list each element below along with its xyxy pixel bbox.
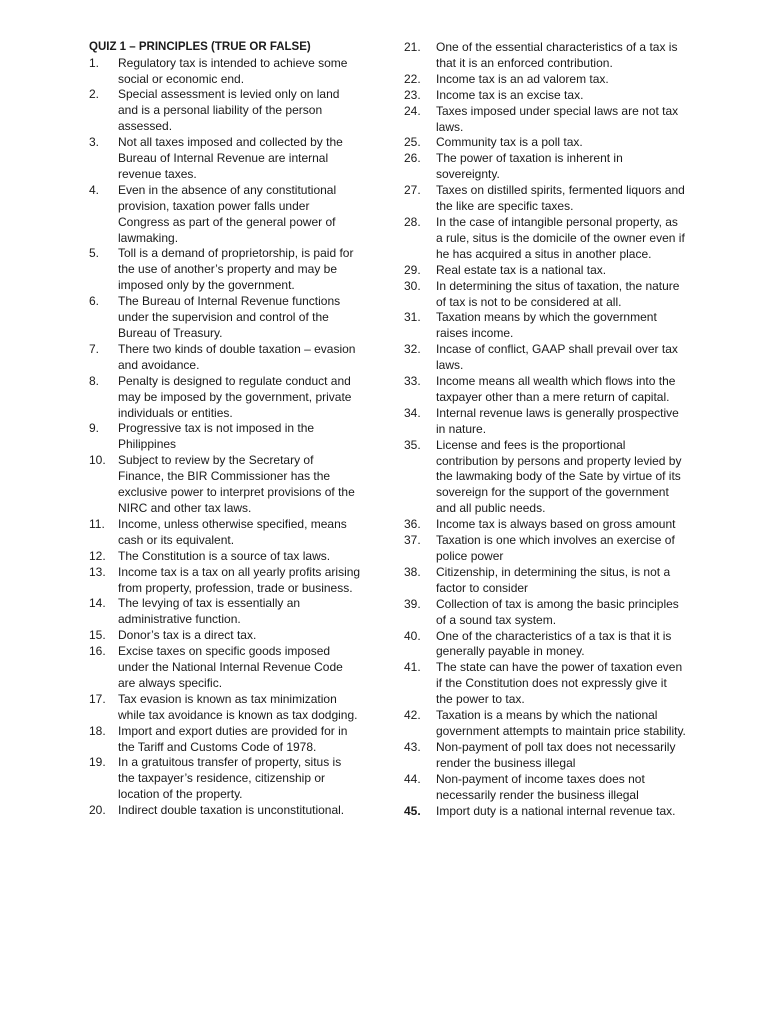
question-text: License and fees is the proportional contribution by persons and property levied by the lawmaking body of the Sate by virtue of its sovereign for the support of the government and all public needs. (436, 437, 682, 516)
question-number: 3. (89, 135, 100, 150)
question-number: 34. (404, 405, 421, 420)
question-text: Citizenship, in determining the situs, is not a factor to consider (436, 564, 671, 595)
question-number: 29. (404, 262, 421, 277)
question-number: 11. (89, 516, 105, 531)
question-item (404, 215, 686, 263)
question-number: 7. (89, 341, 100, 356)
question-number: 16. (89, 644, 106, 659)
question-number: 26. (404, 151, 421, 166)
question-item (404, 517, 686, 533)
question-number: 13. (89, 564, 106, 579)
question-number: 35. (404, 437, 421, 452)
question-text: Import duty is a national internal revenue tax. (436, 803, 676, 818)
question-item (89, 135, 361, 183)
question-number: 27. (404, 183, 421, 198)
question-item (89, 565, 361, 597)
left-question-list (89, 56, 361, 820)
question-number: 5. (89, 246, 100, 261)
question-item (89, 692, 361, 724)
question-text: Donor’s tax is a direct tax. (118, 628, 257, 643)
question-number: 14. (89, 596, 106, 611)
question-text: Income tax is always based on gross amount (436, 517, 676, 532)
question-item (89, 246, 361, 294)
question-text: Non-payment of income taxes does not necessarily render the business illegal (436, 771, 645, 802)
question-text: Collection of tax is among the basic principles of a sound tax system. (436, 596, 679, 627)
question-item (404, 565, 686, 597)
question-text: Special assessment is levied only on land and is a personal liability of the person assessed. (118, 87, 340, 134)
question-number: 20. (89, 803, 106, 818)
question-text: Community tax is a poll tax. (436, 135, 583, 150)
right-question-list (404, 40, 686, 819)
question-number: 40. (404, 628, 421, 643)
question-item (404, 135, 686, 151)
question-text: In determining the situs of taxation, the nature of tax is not to be considered at all. (436, 278, 680, 309)
question-number: 6. (89, 294, 100, 309)
question-text: The levying of tax is essentially an administrative function. (118, 596, 301, 627)
question-text: Taxes on distilled spirits, fermented liquors and the like are specific taxes. (436, 183, 685, 214)
right-column (404, 40, 686, 819)
question-text: The power of taxation is inherent in sovereignty. (436, 151, 623, 182)
question-number: 32. (404, 342, 421, 357)
question-item (89, 549, 361, 565)
question-item (89, 724, 361, 756)
left-column (89, 40, 361, 819)
question-text: Progressive tax is not imposed in the Philippines (118, 421, 315, 452)
question-item (404, 183, 686, 215)
question-item (89, 342, 361, 374)
question-item (89, 294, 361, 342)
question-text: Non-payment of poll tax does not necessarily render the business illegal (436, 739, 676, 770)
question-text: Income, unless otherwise specified, means cash or its equivalent. (118, 516, 347, 547)
question-text: In the case of intangible personal property, as a rule, situs is the domicile of the owner even if he has acquired a situs in another place. (436, 214, 685, 261)
question-number: 25. (404, 135, 421, 150)
question-number: 23. (404, 87, 421, 102)
question-item (89, 453, 361, 517)
question-number: 18. (89, 723, 106, 738)
question-item (404, 279, 686, 311)
question-number: 44. (404, 771, 421, 786)
question-number: 36. (404, 517, 421, 532)
question-item (404, 533, 686, 565)
question-item (404, 804, 686, 820)
question-item (89, 596, 361, 628)
question-text: Incase of conflict, GAAP shall prevail over tax laws. (436, 342, 678, 373)
quiz-title: QUIZ 1 – PRINCIPLES (TRUE OR FALSE) (89, 41, 311, 53)
question-number: 31. (404, 310, 421, 325)
question-item (404, 597, 686, 629)
question-item (404, 263, 686, 279)
question-item (404, 88, 686, 104)
question-number: 9. (89, 421, 100, 436)
question-item (89, 56, 361, 88)
question-number: 19. (89, 755, 106, 770)
question-item (89, 644, 361, 692)
question-item (404, 660, 686, 708)
question-item (404, 772, 686, 804)
question-item (404, 104, 686, 136)
question-number: 37. (404, 533, 421, 548)
question-text: Taxation is one which involves an exercise of police power (436, 533, 675, 563)
question-text: Income tax is a tax on all yearly profits arising from property, profession, trade or business. (118, 564, 361, 595)
question-item (404, 629, 686, 661)
question-text: Income means all wealth which flows into the taxpayer other than a mere return of capital. (436, 374, 676, 404)
question-item (89, 628, 361, 644)
question-text: Excise taxes on specific goods imposed under the National Internal Revenue Code are always specific. (118, 644, 343, 690)
question-number: 1. (89, 55, 100, 70)
question-item (404, 374, 686, 406)
question-item (404, 406, 686, 438)
question-text: One of the essential characteristics of a tax is that it is an enforced contribution. (436, 40, 678, 70)
question-number: 8. (89, 373, 100, 388)
question-number: 21. (404, 40, 421, 54)
question-item (404, 342, 686, 374)
question-number: 24. (404, 103, 421, 118)
question-item (89, 803, 361, 819)
question-item (404, 438, 686, 518)
question-text: There two kinds of double taxation – evasion and avoidance. (118, 341, 356, 372)
question-number: 33. (404, 374, 421, 389)
question-text: Penalty is designed to regulate conduct and may be imposed by the government, private individuals or entities. (118, 373, 352, 420)
question-text: One of the characteristics of a tax is that it is generally payable in money. (436, 628, 672, 659)
question-number: 30. (404, 278, 421, 293)
question-item (89, 183, 361, 247)
question-item (89, 755, 361, 803)
question-text: Indirect double taxation is unconstitutional. (118, 803, 345, 818)
question-item (89, 87, 361, 135)
question-number: 39. (404, 596, 421, 611)
question-text: Income tax is an excise tax. (436, 87, 584, 102)
question-text: Subject to review by the Secretary of Finance, the BIR Commissioner has the exclusive power to interpret provisions of the NIRC and other tax laws. (118, 453, 355, 515)
question-text: The Constitution is a source of tax laws. (118, 548, 331, 563)
question-text: Tax evasion is known as tax minimization while tax avoidance is known as tax dodging. (118, 691, 358, 722)
question-number: 45. (404, 803, 421, 818)
question-number: 2. (89, 87, 100, 102)
question-number: 17. (89, 691, 106, 706)
question-text: Real estate tax is a national tax. (436, 262, 607, 277)
question-number: 28. (404, 214, 421, 229)
question-text: Import and export duties are provided for in the Tariff and Customs Code of 1978. (118, 723, 348, 754)
question-number: 12. (89, 548, 106, 563)
question-item (89, 517, 361, 549)
question-item (404, 151, 686, 183)
question-text: Internal revenue laws is generally prospective in nature. (436, 405, 679, 436)
question-text: Not all taxes imposed and collected by the Bureau of Internal Revenue are internal revenue taxes. (118, 135, 343, 181)
question-text: Taxation means by which the government raises income. (436, 310, 657, 341)
question-number: 42. (404, 708, 421, 723)
question-number: 43. (404, 739, 421, 754)
question-number: 41. (404, 660, 421, 675)
question-item (89, 374, 361, 422)
question-number: 15. (89, 628, 106, 643)
question-text: Income tax is an ad valorem tax. (436, 71, 609, 86)
question-number: 22. (404, 71, 421, 86)
question-item (404, 310, 686, 342)
question-number: 4. (89, 182, 100, 197)
question-item (89, 421, 361, 453)
question-text: The state can have the power of taxation even if the Constitution does not expressly give it the power to tax. (436, 660, 683, 707)
question-item (404, 708, 686, 740)
question-number: 10. (89, 453, 106, 468)
question-item (404, 40, 686, 72)
question-text: Even in the absence of any constitutional provision, taxation power falls under Congress as part of the general power of lawmaking. (118, 182, 337, 245)
question-text: Taxation is a means by which the national government attempts to maintain price stability. (436, 708, 686, 738)
question-item (404, 72, 686, 88)
question-text: In a gratuitous transfer of property, situs is the taxpayer’s residence, citizenship or location of the property. (118, 755, 342, 802)
question-text: Toll is a demand of proprietorship, is paid for the use of another’s property and may be imposed only by the government. (118, 246, 354, 293)
question-item (404, 740, 686, 772)
question-text: The Bureau of Internal Revenue functions under the supervision and control of the Bureau of Treasury. (118, 294, 341, 340)
question-number: 38. (404, 564, 421, 579)
question-text: Taxes imposed under special laws are not tax laws. (436, 103, 679, 134)
question-text: Regulatory tax is intended to achieve some social or economic end. (118, 55, 348, 86)
